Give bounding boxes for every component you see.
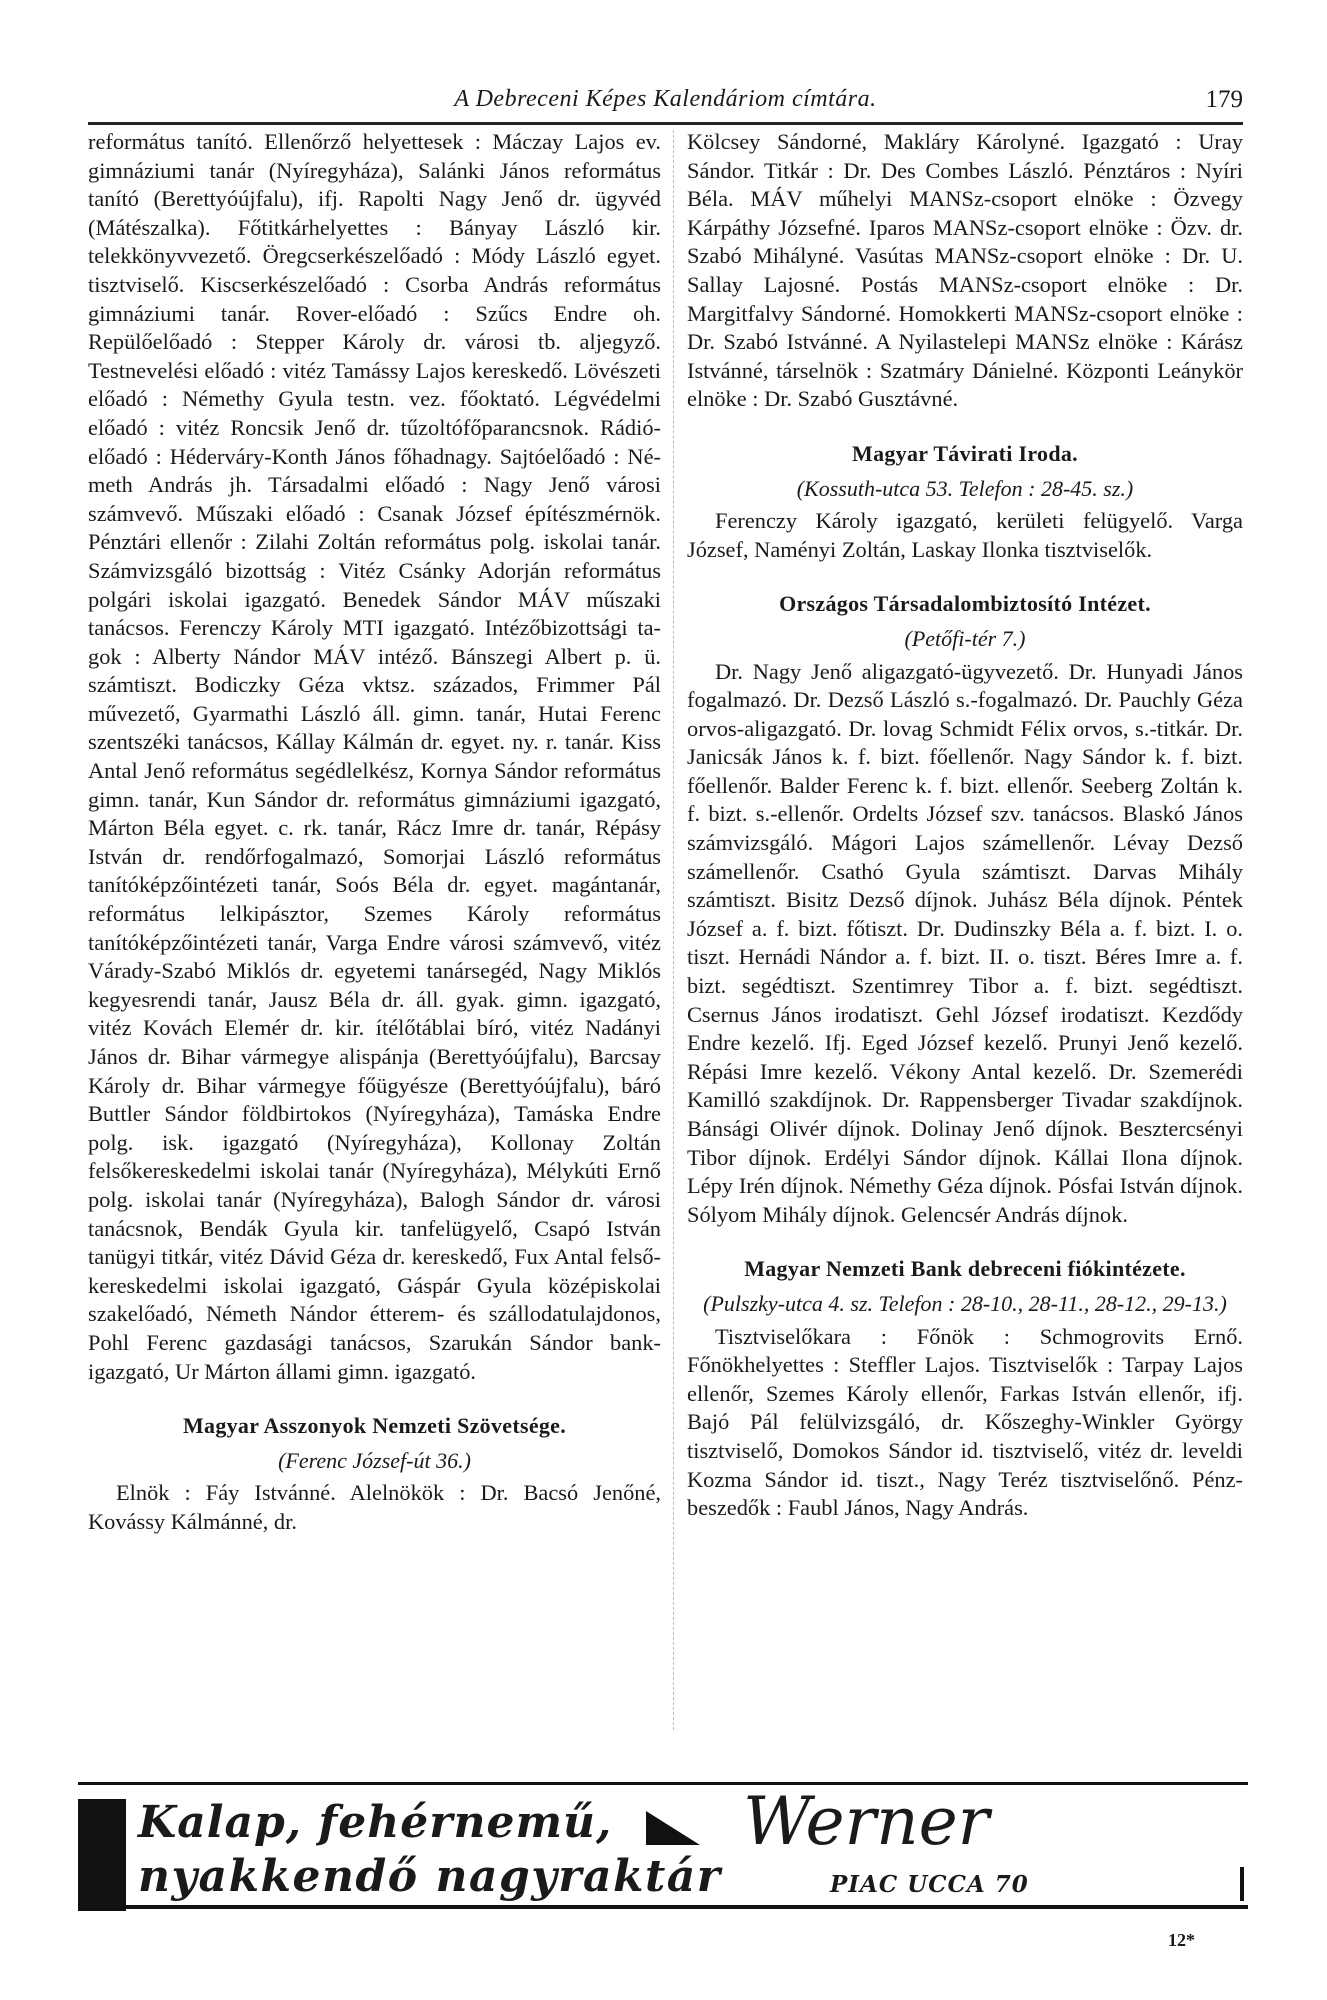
section-mansz <box>88 1412 661 1536</box>
signature-mark: 12* <box>1168 1930 1195 1950</box>
section-body: Dr. Nagy Jenő aligazgató-ügyvezető. Dr. Hunyadi János fogalmazó. Dr. Dezső László s.-fogalmazó. Dr. Pauchly Géza orvos-aligazgató. Dr. lovag Schmidt Félix orvos, s.-titkár. Dr. Janicsák János k. f. bizt. főellenőr. Nagy Sándor k. f. bizt. főellenőr. Balder Ferenc k. f. bizt. ellenőr. Seeberg Zoltán k. f. bizt. s.-ellenőr. Ordelts József szv. tanácsos. Blaskó János számvizsgáló. Mágori Lajos számellenőr. Lévay Dezső számellenőr. Csathó Gyula számtiszt. Darvas Mihály számtiszt. Bisitz Dezső díjnok. Juhász Béla díjnok. Péntek József a. f. bizt. főtiszt. Dr. Dudinszky Béla a. f. bizt. I. o. tiszt. Hernádi Nándor a. f. bizt. II. o. tiszt. Béres Imre a. f. bizt. segédtiszt. Szentimrey Tibor a. f. bizt. segédtiszt. Csernus János irodatiszt. Gehl József irodatiszt. Kezdődy Endre kezelő. Ifj. Eged József kezelő. Prunyi Jenő kezelő. Répási Imre kezelő. Vékony Antal kezelő. Dr. Szemerédi Kamilló szakdíjnok. Dr. Rappensberger Tivadar szakdíjnok. Bánsági Olivér díjnok. Dolinay Jenő díjnok. Besztercsényi Tibor díjnok. Erdélyi Sándor díjnok. Kállai Ilona díjnok. Lépy Irén díjnok. Némethy Géza díjnok. Pósfai István díjnok. Sólyom Mihály díjnok. Gelencsér András díjnok. <box>687 658 1243 1227</box>
ad-address: PIAC UCCA 70 <box>830 1871 1029 1898</box>
left-column <box>88 128 661 1537</box>
column-divider <box>673 130 674 1730</box>
section-body: Ferenczy Károly igazgató, kerületi felügyelő. Varga József, Naményi Zoltán, Laskay Ilonka tisztviselők. <box>687 508 1243 562</box>
section-address: (Pulszky-utca 4. sz. Telefon : 28-10., 28-11., 28-12., 29-13.) <box>703 1290 1227 1316</box>
section-heading: Országos Társadalombiztosító Intézet. <box>779 591 1151 617</box>
section-address: (Petőfi-tér 7.) <box>904 625 1026 651</box>
section-heading: Magyar Asszonyok Nemzeti Szövetsége. <box>182 1413 567 1439</box>
right-column <box>687 128 1243 1523</box>
ad-brand-name: Werner <box>743 1783 990 1860</box>
section-body: Elnök : Fáy Istvánné. Alelnökök : Dr. Bacsó Jenőné, Kovássy Kálmánné, dr. <box>88 1480 661 1534</box>
section-mti <box>687 440 1243 564</box>
ad-line-1: Kalap, fehérnemű, <box>138 1797 613 1848</box>
section-oti <box>687 590 1243 1229</box>
advertisement-banner <box>78 1782 1248 1909</box>
ad-end-bar <box>1240 1867 1244 1901</box>
triangle-pointer-icon <box>646 1811 700 1845</box>
running-header <box>88 76 1243 125</box>
right-continuation-text: Kölcsey Sándorné, Makláry Károlyné. Igazgató : Uray Sándor. Titkár : Dr. Des Combes László. Pénztáros : Nyíri Béla. MÁV műhelyi MANSz-csoport elnöke : Özvegy Kárpáthy Józsefné. Iparos MANSz-csoport elnöke : Özv. dr. Szabó Mihályné. Vasútas MANSz-csoport elnöke : Dr. U. Sallay Lajosné. Postás MANSz-csoport elnöke : Dr. Margitfalvy Sándorné. Homokkerti MANSz-csoport elnöke : Dr. Szabó Istvánné. A Nyilastelepi MANSz elnöke : Kárász Istvánné, társelnök : Szatmáry Dánielné. Központi Leánykör elnöke : Dr. Szabó Gusztávné. <box>687 129 1243 412</box>
section-heading: Magyar Nemzeti Bank debreceni fiókintézete. <box>744 1256 1186 1282</box>
ad-line-2: nyakkendő nagyraktár <box>138 1851 722 1902</box>
section-body: Tisztviselőkara : Főnök : Schmogrovits Ernő. Főnökhelyettes : Steffler Lajos. Tisztviselők : Tarpay Lajos ellenőr, Szemes Károly ellenőr, Farkas István ellenőr, ifj. Bajó Pál felülvizsgáló, dr. Kőszeghy-Winkler György tisztviselő, Domokos Sándor id. tisztviselő, vitéz dr. leveldi Kozma Sándor id. tiszt., Nagy Teréz tisztviselőnő. Pénzbeszedők : Faubl János, Nagy András. <box>687 1323 1243 1521</box>
section-heading: Magyar Távirati Iroda. <box>852 440 1078 466</box>
section-mnb <box>687 1255 1243 1522</box>
section-address: (Ferenc József-út 36.) <box>278 1447 471 1473</box>
left-continuation-text: református tanító. Ellenőrző helyettesek : Máczay Lajos ev. gimnáziumi tanár (Nyíregyháza), Salánki János református tanító (Berettyóújfalu), ifj. Rapolti Nagy Jenő dr. ügyvéd (Mátészalka). Főtitkárhelyettes : Bányay László kir. telekkönyvvezető. Öregcserkészelőadó : Módy László egyet. tisztviselő. Kiscserkészelőadó : Csorba András református gimnáziumi tanár. Rover-előadó : Szűcs Endre oh. Repülőelőadó : Stepper Károly dr. városi tb. aljegyző. Testnevelési előadó : vitéz Tamássy Lajos kereskedő. Lövészeti előadó : Némethy Gyula testn. vez. főoktató. Légvédelmi előadó : vitéz Roncsik Jenő dr. tűzoltófőparancsnok. Rádió-előadó : Hédervárу-Konth János főhadnagy. Sajtóelőadó : Németh András jh. Társadalmi előadó : Nagy Jenő városi számvevő. Műszaki előadó : Csanak József építészmérnök. Pénztári ellenőr : Zilahi Zoltán református polg. iskolai tanár. Számvizsgáló bizottság : Vitéz Csánky Adorján református polgári iskolai igazgató. Benedek Sándor MÁV műszaki tanácsos. Ferenczy Károly MTI igazgató. Intézőbizottsági tagok : Alberty Nándor MÁV intéző. Bánszegi Albert p. ü. számtiszt. Bodiczky Géza vktsz. százados, Frimmer Pál művezető, Gyarmathi László áll. gimn. tanár, Hutai Ferenc szentszéki tanácsos, Kállay Kálmán dr. egyet. ny. r. tanár. Kiss Antal Jenő református segédlelkész, Kornya Sándor református gimn. tanár, Kun Sándor dr. református gimnáziumi igazgató, Márton Béla egyet. c. rk. tanár, Rácz Imre dr. tanár, Répásy István dr. rendőrfogalmazó, Somorjai László református tanítóképzőintézeti tanár, Soós Béla dr. egyet. magántanár, református lelkipásztor, Szemes Károly református tanítóképzőintézeti tanár, Varga Endre városi számvevő, vitéz Várady-Szabó Miklós dr. egyetemi tanársegéd, Nagy Miklós kegyesrendi tanár, Jausz Béla dr. áll. gyak. gimn. igazgató, vitéz Kovách Elemér dr. kir. ítélőtáblai bíró, vitéz Nadányi János dr. Bihar vármegye alispánja (Berettyóújfalu), Barcsay Károly dr. Bihar vármegye főügyésze (Berettyóújfalu), báró Buttler Sándor földbirtokos (Nyíregyháza), Tamáska Endre polg. isk. igazgató (Nyíregyháza), Kollonay Zoltán felsőkereskedelmi iskolai tanár (Nyíregyháza), Mélykúti Ernő polg. iskolai tanár (Nyíregyháza), Balogh Sándor dr. városi tanácsnok, Bendák Gyula kir. tanfelügyelő, Csapó István tanügyi titkár, vitéz Dávid Géza dr. kereskedő, Fux Antal felsőkereskedelmi iskolai igazgató, Gáspár Gyula középiskolai szakelőadó, Németh Nándor étterem- és szállodatulajdonos, Pohl Ferenc gazdasági tanácsos, Szarukán Sándor bankigazgató, Ur Márton állami gimn. igazgató. <box>88 129 661 1384</box>
black-block-decoration <box>78 1799 126 1911</box>
section-address: (Kossuth-utca 53. Telefon : 28-45. sz.) <box>796 475 1134 501</box>
page-number: 179 <box>1205 86 1243 113</box>
running-title: A Debreceni Képes Kalendáriom címtára. <box>454 86 877 112</box>
